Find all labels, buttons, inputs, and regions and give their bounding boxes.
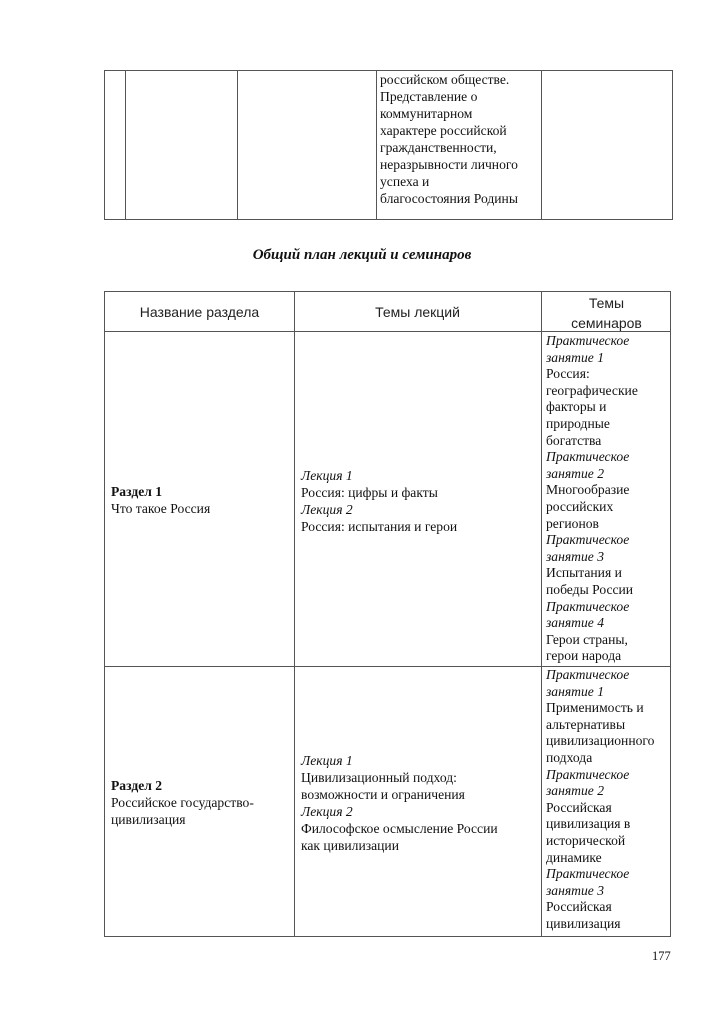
seminar-label: Практическое (546, 532, 630, 548)
lecture-label: Лекция 1 (301, 468, 353, 483)
section-name: Что такое Россия (111, 501, 211, 516)
seminar-topic: динамике (546, 849, 602, 865)
seminar-topic: Россия: (546, 366, 590, 382)
header-lectures: Темы лекций (375, 304, 460, 320)
section-title: Раздел 1 (111, 484, 163, 499)
seminar-topic: цивилизация (546, 915, 621, 931)
header-seminars-line: Темы (588, 295, 625, 311)
column-divider (376, 71, 377, 219)
seminar-label: занятие 3 (546, 548, 605, 564)
column-divider (294, 292, 295, 936)
seminar-topic: Испытания и (546, 565, 622, 581)
seminar-label: занятие 1 (546, 349, 605, 365)
text-line: характере российской (380, 123, 507, 138)
seminar-topic: регионов (546, 515, 599, 531)
lecture-topic: возможности и ограничения (301, 787, 465, 802)
header-seminars-line: семинаров (571, 315, 642, 331)
text-line: коммунитарном (380, 106, 473, 121)
row2-lectures-cell (301, 752, 498, 854)
column-divider (541, 292, 542, 936)
seminar-topic: исторической (546, 832, 626, 848)
lecture-topic: как цивилизации (301, 838, 399, 853)
section-name: Российское государство- (111, 795, 254, 810)
seminar-topic: цивилизация в (546, 816, 631, 832)
seminar-topic: Применимость и (546, 700, 644, 716)
seminar-label: Практическое (546, 598, 630, 614)
lecture-label: Лекция 1 (301, 753, 353, 768)
text-line: Представление о (380, 89, 478, 104)
seminar-topic: цивилизационного (546, 733, 655, 749)
section-title: Раздел 2 (111, 778, 163, 793)
seminar-topic: герои народа (546, 648, 622, 664)
seminar-label: Практическое (546, 667, 630, 682)
text-line: благосостояния Родины (380, 191, 518, 206)
lecture-topic: Философское осмысление России (301, 821, 498, 836)
section-name: цивилизация (111, 812, 186, 827)
lecture-label: Лекция 2 (301, 804, 353, 819)
seminar-topic: факторы и (546, 399, 607, 415)
seminar-topic: Герои страны, (546, 631, 628, 647)
text-line: неразрывности личного (380, 157, 518, 172)
row2-seminars-cell (546, 667, 654, 933)
column-divider (125, 71, 126, 219)
seminar-label: занятие 2 (546, 465, 605, 481)
column-divider (237, 71, 238, 219)
column-divider (541, 71, 542, 219)
section-heading: Общий план лекций и семинаров (252, 247, 472, 263)
seminar-topic: российских (546, 498, 614, 514)
seminar-label: занятие 3 (546, 882, 605, 898)
seminar-label: Практическое (546, 866, 630, 882)
header-section-name: Название раздела (139, 304, 260, 320)
lecture-label: Лекция 2 (301, 502, 353, 517)
lectures-seminars-table (104, 291, 671, 937)
previous-table-fragment (104, 70, 673, 220)
row1-seminars-cell (546, 333, 638, 665)
header-seminars (541, 293, 672, 333)
seminar-topic: богатства (546, 432, 602, 448)
seminar-topic: Российская (546, 799, 612, 815)
row2-section-cell (111, 777, 254, 828)
text-line: российском обществе. (380, 72, 510, 87)
text-line: гражданственности, (380, 140, 497, 155)
seminar-label: занятие 1 (546, 683, 605, 699)
row1-section-cell (111, 483, 210, 517)
lecture-topic: Россия: испытания и герои (301, 519, 458, 534)
seminar-label: занятие 4 (546, 615, 605, 631)
seminar-topic: подхода (546, 749, 593, 765)
row1-lectures-cell (301, 467, 457, 535)
seminar-topic: Многообразие (546, 482, 630, 498)
seminar-label: занятие 2 (546, 783, 605, 799)
seminar-topic: победы России (546, 581, 634, 597)
seminar-topic: природные (546, 415, 610, 431)
lecture-topic: Цивилизационный подход: (301, 770, 457, 785)
previous-table-text (380, 71, 540, 207)
seminar-topic: географические (546, 382, 638, 398)
seminar-label: Практическое (546, 333, 630, 348)
seminar-topic: альтернативы (546, 716, 626, 732)
seminar-label: Практическое (546, 449, 630, 465)
page-number: 177 (652, 949, 671, 963)
text-line: успеха и (380, 174, 430, 189)
seminar-topic: Российская (546, 899, 612, 915)
lecture-topic: Россия: цифры и факты (301, 485, 438, 500)
seminar-label: Практическое (546, 766, 630, 782)
